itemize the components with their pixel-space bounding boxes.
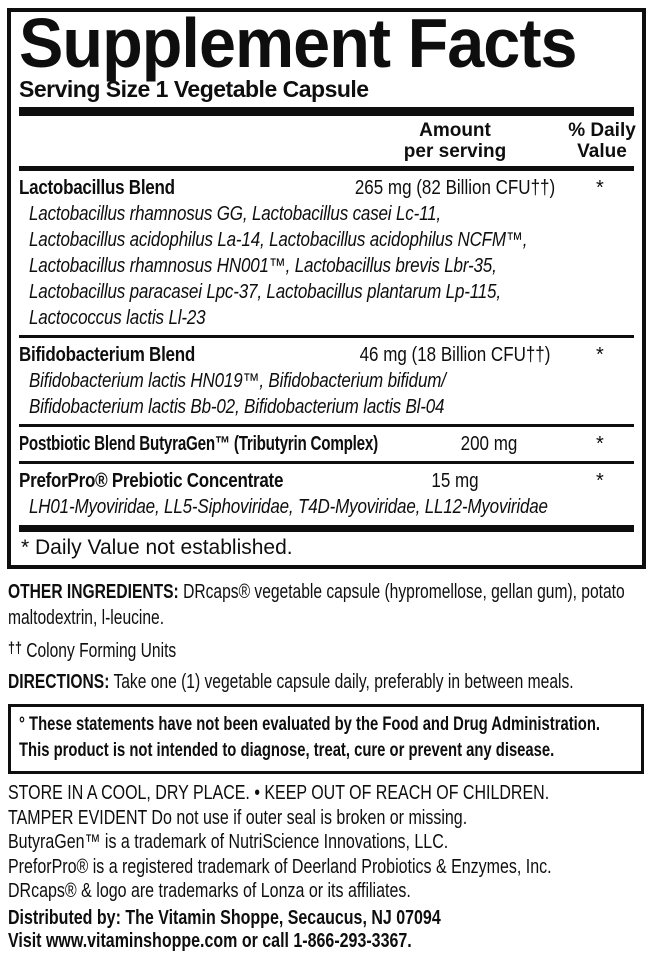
- supplement-label: [0, 4, 652, 952]
- ingredient-name: Postbiotic Blend ButyraGen™ (Tributyrin Complex): [19, 433, 378, 455]
- double-dagger-symbol: ††: [8, 640, 22, 657]
- ingredient-amount: 265 mg (82 Billion CFU††): [354, 177, 556, 199]
- fda-disclaimer-line: This product is not intended to diagnose, treat, cure or prevent any disease.: [19, 740, 555, 761]
- notice-line: PreforPro® is a registered trademark of Deerland Probiotics & Enzymes, Inc.: [8, 855, 552, 878]
- daily-value-footnote: * Daily Value not established.: [21, 536, 293, 559]
- cfu-footnote: [8, 636, 646, 664]
- ingredient-amount: 46 mg (18 Billion CFU††): [359, 344, 551, 366]
- amount-header-line1: Amount: [419, 120, 491, 141]
- notice-line: STORE IN A COOL, DRY PLACE. • KEEP OUT OF REACH OF CHILDREN.: [8, 782, 550, 804]
- strain-line: LH01-Myoviridae, LL5-Siphoviridae, T4D-Myoviridae, LL12-Myoviridae: [29, 496, 548, 518]
- notice-line: DRcaps® & logo are trademarks of Lonza or its affiliates.: [8, 880, 411, 902]
- strain-list: [19, 368, 634, 420]
- other-ingredients: [8, 579, 646, 631]
- daily-value-header-line2: Value: [577, 141, 627, 162]
- divider-thick-bottom: [19, 525, 634, 532]
- strain-line: Lactobacillus rhamnosus GG, Lactobacillus casei Lc-11,: [29, 203, 441, 225]
- other-ingredients-label: OTHER INGREDIENTS:: [8, 581, 179, 603]
- notice-line: ButyraGen™ is a trademark of NutriScience Innovations, LLC.: [8, 831, 449, 853]
- daily-value-asterisk: *: [596, 470, 604, 492]
- daily-value-asterisk: *: [596, 344, 604, 366]
- strain-list: [19, 494, 634, 520]
- daily-value-header-line1: % Daily: [568, 120, 636, 141]
- amount-header-line2: per serving: [403, 141, 507, 162]
- strain-line: Lactobacillus paracasei Lpc-37, Lactobacillus plantarum Lp-115,: [29, 281, 501, 303]
- strain-list: [19, 201, 634, 331]
- daily-value-asterisk: *: [596, 177, 604, 199]
- strain-line: Lactobacillus rhamnosus HN001™, Lactobacillus brevis Lbr-35,: [29, 255, 497, 277]
- directions-text: Take one (1) vegetable capsule daily, preferably in between meals.: [109, 671, 574, 693]
- serving-size: Serving Size 1 Vegetable Capsule: [19, 76, 369, 102]
- contact-info: Visit www.vitaminshoppe.com or call 1-866-293-3367.: [8, 929, 412, 952]
- label-details: [8, 579, 644, 695]
- directions: [8, 669, 646, 695]
- divider-thin: [19, 335, 634, 338]
- panel-title: Supplement Facts: [19, 4, 577, 82]
- amount-column-header: [404, 120, 506, 162]
- strain-line: Bifidobacterium lactis Bb-02, Bifidobacterium lactis Bl-04: [29, 396, 445, 418]
- strain-line: Bifidobacterium lactis HN019™, Bifidobacterium bifidum/: [29, 370, 446, 392]
- ingredient-amount: 15 mg: [431, 470, 479, 492]
- row-postbiotic-blend: [19, 431, 634, 457]
- daily-value-asterisk: *: [596, 433, 604, 455]
- distribution-info: [8, 907, 644, 953]
- ingredient-amount: 200 mg: [460, 433, 518, 455]
- ingredient-name: Bifidobacterium Blend: [19, 344, 196, 366]
- notice-line: TAMPER EVIDENT Do not use if outer seal is broken or missing.: [8, 806, 468, 829]
- divider-thick: [19, 107, 634, 116]
- storage-and-trademark-notices: [8, 781, 644, 904]
- fda-disclaimer-line: ° These statements have not been evaluated by the Food and Drug Administration.: [19, 714, 600, 735]
- directions-label: DIRECTIONS:: [8, 671, 110, 693]
- strain-line: Lactobacillus acidophilus La-14, Lactobacillus acidophilus NCFM™,: [29, 229, 528, 251]
- column-header-row: [19, 118, 634, 164]
- ingredient-name: Lactobacillus Blend: [19, 177, 175, 199]
- strain-line: Lactococcus lactis Ll-23: [29, 307, 206, 329]
- distributed-by: Distributed by: The Vitamin Shoppe, Secaucus, NJ 07094: [8, 906, 441, 929]
- other-ingredients-text: DRcaps® vegetable capsule (hypromellose, gellan gum), potato maltodextrin, l-leucine.: [8, 581, 625, 629]
- divider-thin: [19, 461, 634, 464]
- cfu-footnote-text: Colony Forming Units: [21, 640, 177, 662]
- ingredient-name: PreforPro® Prebiotic Concentrate: [19, 470, 284, 492]
- row-preforpro-prebiotic: [19, 468, 634, 520]
- daily-value-column-header: [568, 120, 636, 162]
- divider-medium: [19, 166, 634, 171]
- divider-thin: [19, 424, 634, 427]
- supplement-facts-panel: [7, 4, 646, 569]
- row-lactobacillus-blend: [19, 175, 634, 331]
- fda-disclaimer-box: [8, 704, 644, 774]
- row-bifidobacterium-blend: [19, 342, 634, 420]
